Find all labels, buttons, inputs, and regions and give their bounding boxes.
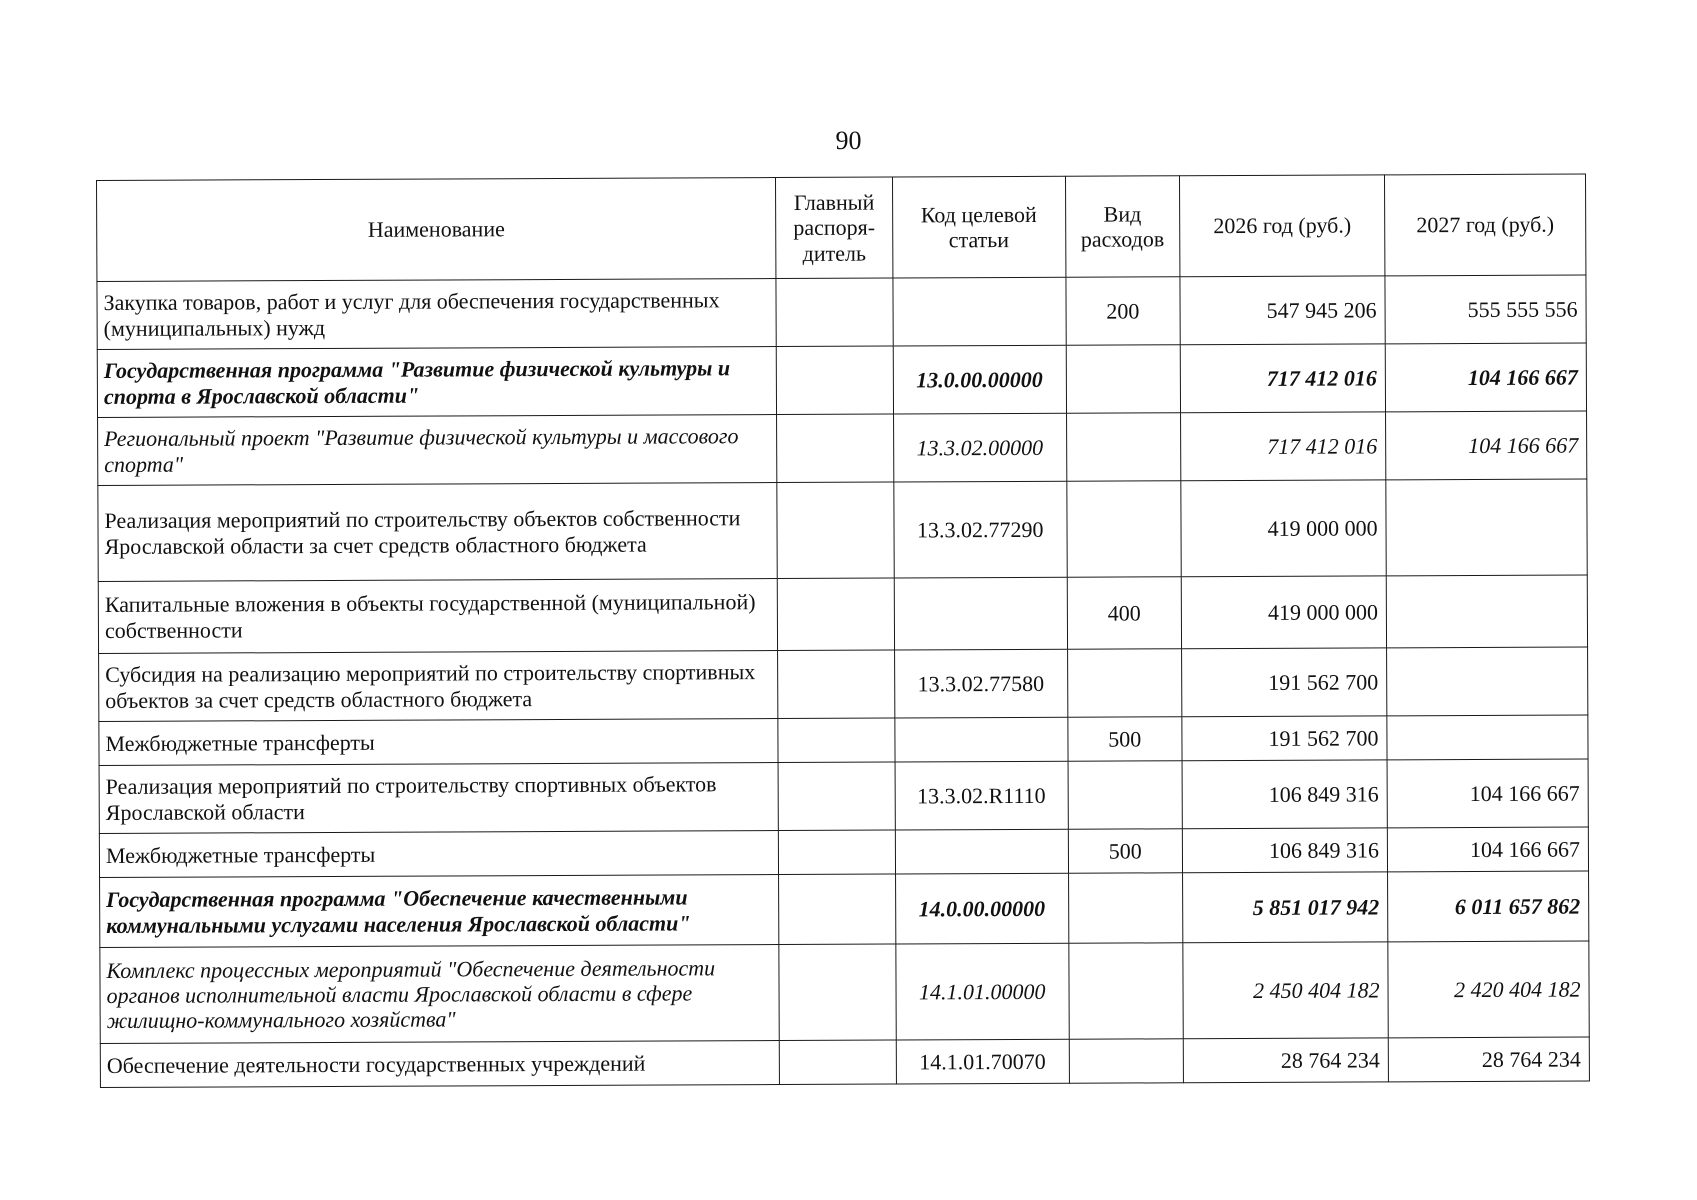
header-name: Наименование: [97, 178, 777, 282]
cell-admin: [778, 650, 895, 719]
cell-2026: 419 000 000: [1181, 576, 1386, 649]
cell-code: [894, 577, 1067, 650]
cell-admin: [776, 278, 893, 347]
cell-2026: 106 849 316: [1182, 760, 1387, 829]
cell-code: 14.1.01.00000: [896, 943, 1069, 1040]
cell-admin: [777, 482, 894, 579]
cell-2027: [1386, 575, 1587, 648]
table-row: [99, 715, 1588, 765]
cell-code: 14.1.01.70070: [896, 1039, 1069, 1084]
table-row: [100, 941, 1589, 1043]
cell-type: 500: [1068, 829, 1183, 873]
cell-2026: 717 412 016: [1180, 344, 1385, 413]
cell-2026: 547 945 206: [1180, 276, 1385, 345]
header-year-2027: 2027 год (руб.): [1385, 174, 1586, 276]
cell-2027: 104 166 667: [1386, 411, 1587, 480]
cell-type: [1068, 943, 1183, 1039]
table-row: [97, 275, 1586, 349]
cell-2026: 191 562 700: [1182, 716, 1387, 761]
cell-admin: [777, 578, 894, 651]
table-body: [97, 275, 1590, 1087]
cell-2027: [1387, 715, 1588, 760]
cell-admin: [777, 414, 894, 483]
cell-type: 400: [1067, 577, 1182, 649]
cell-type: [1069, 1039, 1184, 1083]
cell-name: Комплекс процессных мероприятий "Обеспечение деятельности органов исполнительной власти Ярославской области в сфере жилищно-коммунального хозяйства": [100, 945, 780, 1044]
table-row: [99, 647, 1588, 721]
cell-code: 13.3.02.00000: [893, 413, 1066, 482]
table-row: [98, 575, 1587, 653]
cell-2026: 191 562 700: [1182, 648, 1387, 717]
page-number: 90: [835, 126, 862, 155]
cell-code: 13.3.02.77580: [894, 649, 1067, 718]
table-row: [99, 759, 1588, 833]
cell-admin: [778, 762, 895, 831]
cell-code: 13.3.02.R1110: [895, 761, 1068, 830]
cell-name: Региональный проект "Развитие физической культуры и массового спорта": [98, 415, 777, 486]
cell-admin: [776, 346, 893, 415]
cell-type: [1066, 345, 1181, 413]
cell-2026: 106 849 316: [1182, 828, 1387, 873]
cell-code: [895, 829, 1068, 874]
cell-name: Реализация мероприятий по строительству спортивных объектов Ярославской области: [99, 763, 778, 834]
cell-2026: 2 450 404 182: [1183, 942, 1388, 1039]
cell-code: 13.3.02.77290: [894, 481, 1067, 578]
cell-2027: 104 166 667: [1387, 827, 1588, 872]
header-admin: Главный распоря-дитель: [776, 177, 893, 279]
cell-code: 14.0.00.00000: [895, 873, 1068, 944]
table-row: [100, 871, 1589, 947]
cell-type: 200: [1065, 277, 1180, 345]
cell-admin: [779, 944, 896, 1041]
cell-name: Обеспечение деятельности государственных учреждений: [100, 1041, 779, 1088]
table-header-row: [97, 174, 1586, 281]
cell-admin: [779, 1040, 896, 1085]
cell-2027: 104 166 667: [1387, 759, 1588, 828]
table-row: [97, 343, 1586, 417]
cell-2026: 419 000 000: [1181, 480, 1386, 577]
cell-type: [1068, 873, 1183, 943]
cell-type: [1066, 481, 1181, 577]
cell-2027: [1386, 479, 1587, 576]
table-row: [98, 479, 1587, 581]
cell-name: Межбюджетные трансферты: [99, 719, 778, 766]
cell-code: 13.0.00.00000: [893, 345, 1066, 414]
cell-admin: [779, 830, 896, 875]
cell-2026: 717 412 016: [1181, 412, 1386, 481]
cell-name: Межбюджетные трансферты: [99, 831, 778, 878]
cell-type: [1066, 413, 1181, 481]
cell-name: Субсидия на реализацию мероприятий по строительству спортивных объектов за счет средств областного бюджета: [99, 651, 778, 722]
table-row: [99, 827, 1588, 877]
cell-2026: 5 851 017 942: [1183, 872, 1388, 943]
cell-2027: 104 166 667: [1385, 343, 1586, 412]
cell-type: 500: [1067, 717, 1182, 761]
table-row: [98, 411, 1587, 485]
header-year-2026: 2026 год (руб.): [1180, 175, 1385, 277]
table-row: [100, 1037, 1589, 1087]
cell-type: [1068, 761, 1183, 829]
cell-admin: [778, 718, 895, 763]
cell-name: Капитальные вложения в объекты государственной (муниципальной) собственности: [98, 579, 777, 654]
cell-name: Государственная программа "Обеспечение качественными коммунальными услугами населения Ярославской области": [100, 875, 779, 948]
cell-2027: 6 011 657 862: [1388, 871, 1589, 942]
cell-2027: 555 555 556: [1385, 275, 1586, 344]
cell-name: Государственная программа "Развитие физической культуры и спорта в Ярославской области": [97, 347, 776, 418]
cell-2027: 2 420 404 182: [1388, 941, 1589, 1038]
cell-code: [893, 277, 1066, 346]
budget-table: [96, 173, 1590, 1087]
cell-2026: 28 764 234: [1183, 1038, 1388, 1083]
header-code: Код целевой статьи: [892, 176, 1065, 278]
cell-admin: [779, 874, 896, 945]
cell-2027: [1387, 647, 1588, 716]
cell-type: [1067, 649, 1182, 717]
cell-2027: 28 764 234: [1388, 1037, 1589, 1082]
header-type: Вид расходов: [1065, 176, 1180, 277]
cell-name: Реализация мероприятий по строительству объектов собственности Ярославской области за счет средств областного бюджета: [98, 483, 778, 582]
cell-code: [895, 717, 1068, 762]
cell-name: Закупка товаров, работ и услуг для обеспечения государственных (муниципальных) нужд: [97, 279, 776, 350]
